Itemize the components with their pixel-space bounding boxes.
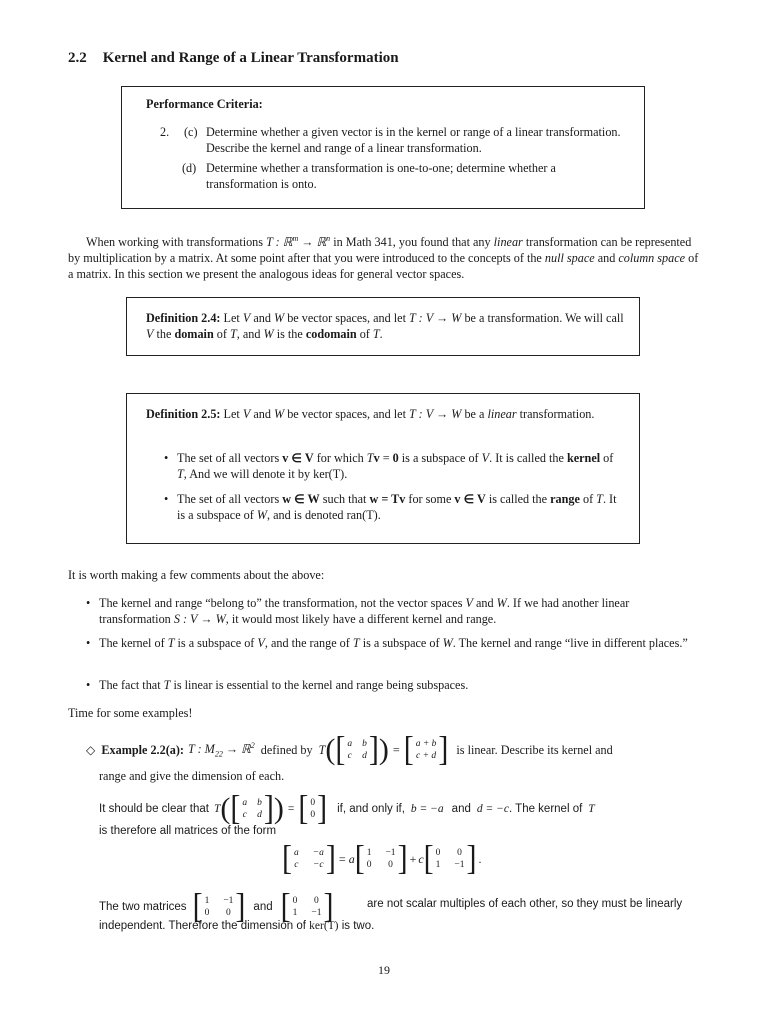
matrix-entry: 0 (310, 810, 316, 820)
math-ran-T: ran(T). (346, 508, 381, 522)
solution-line-4 (99, 887, 705, 937)
def-text: and (250, 311, 274, 325)
criteria-item-number: 2. (160, 125, 170, 139)
math-T: T (167, 636, 175, 650)
intro-text: transformation can be represented by multiplication by a matrix. At some point after that you were introduced to the concepts of the (68, 235, 692, 266)
intro-paragraph (68, 231, 702, 282)
paren-right-icon: ) (378, 733, 389, 766)
page-number: 19 (378, 963, 390, 977)
matrix-basis-2: [ 0 0 1 −1 ] (280, 887, 334, 926)
example-text: defined by (260, 743, 313, 757)
math-T: T (213, 803, 221, 815)
kernel-form-equation (282, 839, 482, 878)
def-text: , and is denoted (267, 508, 347, 522)
def-text: is a subspace of (398, 451, 482, 465)
matrix-entry: a + b (415, 739, 437, 749)
def-text: of (600, 451, 614, 465)
def-text: . (379, 327, 383, 341)
example-label: Example 2.2(a): (101, 743, 184, 757)
solution-text: The two matrices (99, 901, 187, 913)
matrix-entry: c (347, 751, 352, 761)
math-T: T (177, 467, 184, 481)
solution-text: . The kernel of (508, 803, 583, 815)
math-T: T (372, 327, 380, 341)
criteria-heading: Performance Criteria: (146, 97, 263, 111)
def-text: is the (273, 327, 306, 341)
comment-text: The kernel of (99, 636, 168, 650)
def-text: be a (461, 407, 488, 421)
matrix-entry: −1 (223, 896, 234, 906)
math-V: V (146, 327, 154, 341)
math-a: a (348, 851, 355, 866)
comment-text: is a subspace of (174, 636, 258, 650)
def-text: be a transformation. We will call (461, 311, 624, 325)
kernel-bullet (164, 450, 623, 482)
matrix-entry: 0 (204, 908, 210, 918)
math-text: → ℝ (222, 741, 251, 756)
comment-bullet-2 (86, 635, 702, 651)
matrix-entry: 0 (435, 848, 441, 858)
math-v-in-V: v ∈ V (454, 492, 486, 506)
math-period: . (478, 851, 482, 866)
math-V: V (242, 311, 251, 325)
examples-lead: Time for some examples! (68, 706, 193, 720)
matrix-zero-vector: [ 0 0 ] (298, 789, 328, 828)
term-domain: domain (174, 327, 214, 341)
comment-text: is linear is essential to the kernel and range being subspaces. (170, 678, 469, 692)
matrix-entry: a (294, 848, 299, 858)
matrix-basis-1: [ 1 −1 0 0 ] (192, 887, 246, 926)
math-T-map: T : V → W (409, 407, 462, 421)
matrix-entry: −1 (385, 848, 396, 858)
matrix-entry: d (257, 810, 262, 820)
math-W: W (256, 508, 268, 522)
matrix-entry: 1 (435, 860, 441, 870)
math-text: T : ℝ (266, 235, 293, 250)
matrix-kernel-form: [ a −a c −c ] (282, 839, 336, 878)
bullet-icon: • (86, 636, 91, 650)
math-sup: n (326, 234, 331, 243)
math-W: W (442, 636, 453, 650)
math-plus: + (409, 851, 417, 866)
bullet-icon: • (164, 451, 169, 465)
def-text: be vector spaces, and let (284, 311, 410, 325)
definition-label: Definition 2.4: (146, 311, 221, 325)
math-v: v (373, 451, 380, 465)
solution-text: is two. (341, 920, 375, 932)
matrix-entry: c (242, 810, 247, 820)
solution-text: and (451, 803, 471, 815)
math-T: T (352, 636, 360, 650)
matrix-abcd: [ a b c d ] (230, 789, 274, 828)
matrix-entry: 1 (204, 896, 210, 906)
def-text: of (356, 327, 373, 341)
emphasis-linear: linear (493, 235, 523, 250)
definition-label: Definition 2.5: (146, 407, 221, 421)
intro-text: of a matrix. In this section we present the analogous ideas for general vector spaces. (68, 251, 699, 282)
definition-2-5-box (126, 393, 640, 544)
math-text: T : M (187, 741, 215, 756)
math-text: → ℝ (298, 235, 327, 250)
def-text: of (579, 492, 597, 506)
math-T: T (163, 678, 171, 692)
math-T-map-M22 (188, 738, 255, 763)
math-sup: 2 (250, 740, 255, 750)
intro-text: in Math 341, you found that any (330, 235, 494, 250)
term-codomain: codomain (305, 327, 357, 341)
math-d-eq-neg-c: d = −c (476, 803, 509, 815)
solution-text: if, and only if, (337, 803, 405, 815)
solution-line-1 (99, 789, 705, 828)
matrix-basis-1: [ 1 −1 0 0 ] (354, 839, 408, 878)
math-w-eq-Tv: w = T (369, 492, 400, 506)
math-v-in-V: v ∈ V (282, 451, 314, 465)
def-text: The set of all vectors (177, 492, 283, 506)
matrix-basis-2: [ 0 0 1 −1 ] (423, 839, 477, 878)
comment-text: , it would most likely have a different kernel and range. (225, 612, 497, 626)
math-sup: m (292, 234, 299, 243)
criteria-d-text: Determine whether a transformation is one-to-one; determine whether a transformation is onto. (206, 161, 556, 191)
def-text: transformation. (516, 407, 595, 421)
term-kernel: kernel (566, 451, 601, 465)
math-w-in-W: w ∈ W (282, 492, 320, 506)
matrix-entry: −1 (454, 860, 465, 870)
def-text: for some (405, 492, 455, 506)
emphasis-null-space: null space (544, 251, 595, 266)
comment-text: is a subspace of (359, 636, 443, 650)
matrix-entry: c + d (415, 751, 437, 761)
def-text: and (250, 407, 274, 421)
criteria-c-text: Determine whether a given vector is in the kernel or range of a linear transformation. Describe the kernel and range of a linear transformation. (206, 125, 621, 155)
bullet-icon: • (86, 596, 91, 610)
section-title: Kernel and Range of a Linear Transformation (102, 50, 399, 66)
def-text: the (153, 327, 175, 341)
math-ker-T: ker(T) (309, 920, 339, 932)
math-V: V (481, 451, 490, 465)
math-W: W (273, 407, 285, 421)
matrix-entry: 0 (457, 848, 462, 858)
comment-text: The fact that (99, 678, 164, 692)
term-range: range (550, 492, 580, 506)
math-T-map: T : V → W (409, 311, 462, 325)
def-text: such that (319, 492, 370, 506)
matrix-entry: 0 (314, 896, 319, 906)
math-eq: = (379, 451, 393, 465)
comment-bullet-1 (86, 595, 702, 627)
math-V: V (242, 407, 251, 421)
matrix-entry: a (347, 739, 353, 749)
math-c: c (418, 851, 424, 866)
def-text: The set of all vectors (177, 451, 283, 465)
bullet-icon: • (164, 492, 169, 506)
comment-text: . The kernel and range “live in different places.” (452, 636, 688, 650)
comment-bullet-3 (86, 677, 702, 693)
section-number: 2.2 (68, 50, 87, 66)
bullet-icon: • (86, 678, 91, 692)
example-line-1 (86, 730, 706, 769)
math-b-eq-neg-a: b = −a (410, 803, 444, 815)
matrix-entry: 0 (388, 860, 393, 870)
intro-text: When working with transformations (86, 235, 267, 250)
math-ker-T: ker(T). (313, 467, 348, 481)
math-T: T (596, 492, 603, 506)
comment-text: and (472, 596, 497, 610)
math-T: T (366, 451, 374, 465)
math-V: V (257, 636, 265, 650)
math-v: v (399, 492, 406, 506)
math-T: T (588, 803, 595, 815)
matrix-entry: 0 (366, 860, 372, 870)
solution-text: are not scalar multiples of each other, so they must be linearly independent. Therefore the dimension of (99, 898, 683, 932)
def-text: of (213, 327, 230, 341)
matrix-entry: −a (312, 848, 324, 858)
matrix-entry: 0 (292, 896, 298, 906)
matrix-abcd: [ a b c d ] (335, 730, 379, 769)
def-text: Let (220, 311, 243, 325)
def-text: . It is a subspace of (177, 492, 617, 522)
matrix-entry: −1 (311, 908, 322, 918)
example-text-1: is linear. Describe its kernel and (456, 743, 613, 757)
range-bullet (164, 491, 623, 523)
criteria-d-label: (d) (182, 161, 197, 175)
math-T: T (229, 327, 237, 341)
paren-left-icon: ( (220, 792, 231, 825)
math-S-map: S : V → W (173, 612, 226, 626)
math-W: W (496, 596, 507, 610)
math-W: W (273, 311, 285, 325)
solution-text: and (253, 901, 273, 913)
paren-left-icon: ( (325, 733, 336, 766)
matrix-entry: 1 (366, 848, 372, 858)
def-text: be vector spaces, and let (284, 407, 410, 421)
def-text: . It is called the (489, 451, 567, 465)
comment-text: . If we had another linear transformation (99, 596, 630, 626)
criteria-c-label: (c) (184, 125, 198, 139)
solution-line-2: is therefore all matrices of the form (99, 825, 277, 837)
intro-text: and (594, 251, 619, 266)
matrix-entry: 1 (292, 908, 298, 918)
section-heading (68, 50, 399, 67)
comments-lead: It is worth making a few comments about the above: (68, 568, 325, 582)
def-text: Let (220, 407, 243, 421)
example-line-2: range and give the dimension of each. (99, 769, 285, 783)
math-zero: 0 (392, 451, 399, 465)
paren-right-icon: ) (273, 792, 284, 825)
matrix-entry: −c (313, 860, 324, 870)
math-T-map (266, 235, 330, 249)
emphasis-linear: linear (487, 407, 517, 421)
math-sub: 22 (214, 749, 223, 759)
definition-2-4-box (126, 297, 640, 356)
comment-text: The kernel and range “belong to” the transformation, not the vector spaces (99, 596, 466, 610)
comment-text: , and the range of (264, 636, 353, 650)
matrix-entry: d (362, 751, 367, 761)
matrix-entry: a (242, 798, 248, 808)
def-text: is called the (485, 492, 551, 506)
definition-2-4-text (146, 310, 624, 342)
math-eq: = (287, 803, 295, 815)
definition-2-5-text (146, 406, 624, 422)
performance-criteria-box (121, 86, 645, 209)
matrix-entry: 0 (225, 908, 231, 918)
matrix-entry: b (362, 739, 367, 749)
def-text: , And we will denote it by (183, 467, 314, 481)
math-eq: = (392, 743, 400, 757)
math-V: V (465, 596, 473, 610)
matrix-entry: c (294, 860, 299, 870)
math-eq: = (338, 851, 346, 866)
matrix-entry: 0 (310, 798, 316, 808)
emphasis-column-space: column space (618, 251, 686, 266)
def-text: , and (236, 327, 264, 341)
def-text: for which (313, 451, 367, 465)
matrix-sum: [ a + b c + d ] (403, 730, 449, 769)
math-T: T (318, 743, 326, 757)
solution-text: It should be clear that (99, 803, 209, 815)
diamond-icon: ◇ (86, 743, 96, 757)
math-W: W (263, 327, 274, 341)
matrix-entry: b (257, 798, 262, 808)
